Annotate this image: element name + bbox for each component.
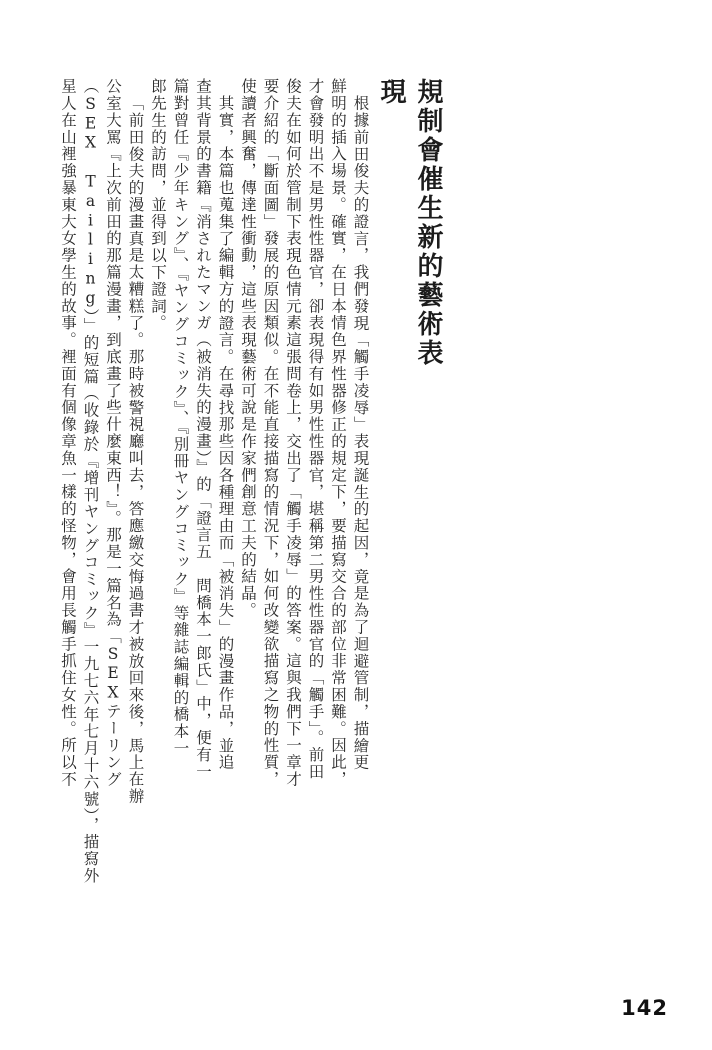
text-line: 郎先生的訪問，並得到以下證詞。: [149, 78, 167, 332]
text-line: 才會發明出不是男性性器官，卻表現得有如男性性器官，堪稱第二男性性器官的「觸手」。前田: [306, 78, 325, 781]
text-line: 鮮明的插入場景。確實，在日本情色界性器修正的規定下，要描寫交合的部位非常困難。因此，: [329, 78, 347, 788]
paragraph-3: [56, 78, 146, 958]
text-line: （SEX Tailing）」的短篇（收錄於『增刊ヤングコミック』一九七六年七月十六號），描寫外: [81, 78, 100, 885]
page-number: 142: [621, 996, 668, 1020]
text-line: 篇對曾任『少年キング』、『ヤングコミック』、『別冊ヤングコミック』等雜誌編輯的橋本一: [171, 78, 190, 757]
paragraph-1: [236, 78, 371, 958]
text-line: 要介紹的「斷面圖」發展的原因類似。在不能直接描寫的情況下，如何改變欲描寫之物的性質，: [261, 78, 280, 788]
text-line: 公室大罵『上次前田的那篇漫畫，到底畫了些什麼東西！』。那是一篇名為「SEXテーリング: [104, 78, 122, 788]
chapter-title: 規制會催生新的藝術表現: [376, 78, 443, 368]
text-line: 星人在山裡強暴東大女學生的故事。裡面有個像章魚一樣的怪物，會用長觸手抓住女性。所以不: [59, 78, 77, 788]
text-line: 俊夫在如何於管制下表現色情元素這張問卷上，交出了「觸手凌辱」的答案。這與我們下一章才: [284, 78, 302, 788]
text-line: 「前田俊夫的漫畫真是太糟糕了。那時被警視廳叫去，答應繳交悔過書才被放回來後，馬上在辦: [126, 95, 145, 805]
paragraph-2: [146, 78, 236, 958]
text-line: 使讀者興奮，傳達性衝動，這些表現藝術可說是作家們創意工夫的結晶。: [239, 78, 257, 619]
text-line: 根據前田俊夫的證言，我們發現「觸手凌辱」表現誕生的起因，竟是為了迴避管制，描繪更: [351, 95, 370, 771]
text-line: 其實，本篇也蒐集了編輯方的證言。在尋找那些因各種理由而「被消失」的漫畫作品，並追: [216, 95, 235, 771]
text-line: 查其背景的書籍『消されたマンガ（被消失的漫畫）』的「證言五 問橋本一郎氏」中，便有一: [194, 78, 212, 781]
vertical-text-area: [56, 78, 668, 958]
